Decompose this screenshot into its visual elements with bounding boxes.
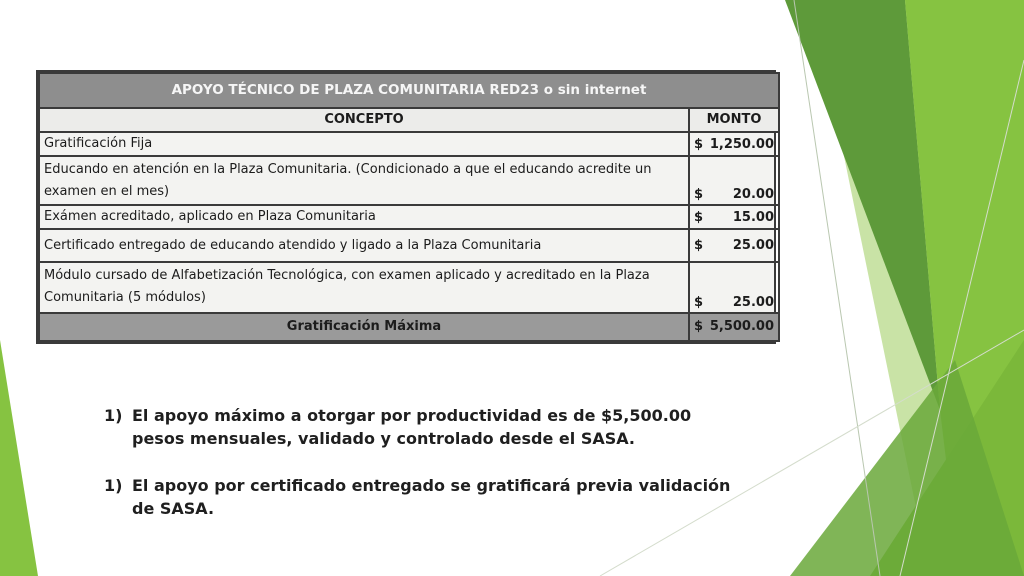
payment-table (38, 72, 780, 342)
concept-cell: Gratificación Fija (39, 132, 689, 156)
header-amount: MONTO (689, 108, 779, 132)
list-item (104, 474, 744, 520)
amount-cell (689, 205, 779, 229)
table-row (39, 262, 779, 313)
currency-symbol: $ (694, 319, 704, 335)
scanned-table-image (36, 70, 776, 344)
amount-cell (689, 262, 779, 313)
table-header-row (39, 108, 779, 132)
note-text: El apoyo por certificado entregado se gratificará previa validación de SASA. (132, 476, 731, 518)
list-item (104, 404, 744, 450)
concept-cell: Exámen acreditado, aplicado en Plaza Comunitaria (39, 205, 689, 229)
currency-symbol: $ (694, 136, 704, 152)
amount-value: 25.00 (732, 294, 775, 310)
total-row (39, 313, 779, 341)
notes-list (104, 404, 744, 544)
left-green-shape (0, 340, 38, 576)
amount-value: 20.00 (732, 186, 775, 202)
currency-symbol: $ (694, 294, 704, 310)
amount-value: 15.00 (732, 209, 775, 225)
total-amount-cell (689, 313, 779, 341)
currency-symbol: $ (694, 209, 704, 225)
table-title-row (39, 73, 779, 108)
total-amount-value: 5,500.00 (709, 319, 775, 335)
amount-cell (689, 132, 779, 156)
amount-cell (689, 156, 779, 205)
table-title: APOYO TÉCNICO DE PLAZA COMUNITARIA RED23 o sin internet (39, 73, 779, 108)
concept-cell: Certificado entregado de educando atendido y ligado a la Plaza Comunitaria (39, 229, 689, 261)
currency-symbol: $ (694, 238, 704, 254)
note-number: 1) (104, 406, 123, 425)
table-row (39, 229, 779, 261)
table-row (39, 132, 779, 156)
concept-cell: Módulo cursado de Alfabetización Tecnológica, con examen aplicado y acreditado en la Plaza Comunitaria (5 módulos) (39, 262, 689, 313)
concept-cell: Educando en atención en la Plaza Comunitaria. (Condicionado a que el educando acredite un examen en el mes) (39, 156, 689, 205)
currency-symbol: $ (694, 186, 704, 202)
amount-value: 1,250.00 (709, 136, 775, 152)
header-concept: CONCEPTO (39, 108, 689, 132)
amount-value: 25.00 (732, 238, 775, 254)
amount-cell (689, 229, 779, 261)
total-label: Gratificación Máxima (39, 313, 689, 341)
table-row (39, 205, 779, 229)
note-number: 1) (104, 476, 123, 495)
table-row (39, 156, 779, 205)
note-text: El apoyo máximo a otorgar por productividad es de $5,500.00 pesos mensuales, validado y controlado desde el SASA. (132, 406, 692, 448)
